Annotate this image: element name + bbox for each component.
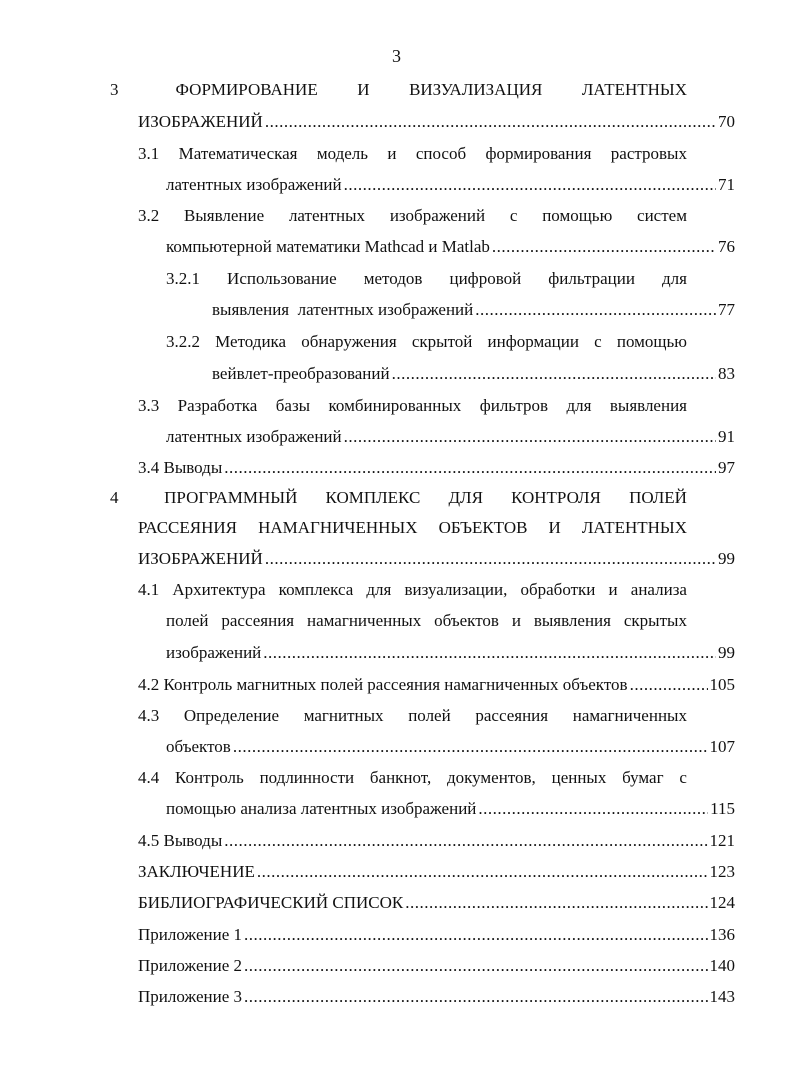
toc-section-4-1-line3[interactable]: изображений ..... 99 (166, 643, 735, 667)
toc-section-4-3-line1: 4.3 Определение магнитных полей рассеяния намагниченных (138, 706, 687, 725)
toc-page-number: 136 (709, 925, 735, 944)
toc-section-3-1-line1: 3.1 Математическая модель и способ формирования растровых (138, 144, 687, 163)
toc-page-number: 99 (718, 643, 735, 662)
toc-page-number: 97 (718, 458, 735, 477)
toc-chapter-3-line1: 3 ФОРМИРОВАНИЕ И ВИЗУАЛИЗАЦИЯ ЛАТЕНТНЫХ (110, 80, 687, 99)
dot-leader (392, 364, 716, 384)
toc-chapter-4-line2: РАССЕЯНИЯ НАМАГНИЧЕННЫХ ОБЪЕКТОВ И ЛАТЕНТНЫХ (138, 518, 687, 537)
dot-leader (344, 427, 716, 447)
dot-leader (475, 300, 716, 320)
page-number: 3 (392, 46, 401, 66)
toc-page-number: 105 (709, 675, 735, 694)
toc-chapter-4-line3[interactable]: ИЗОБРАЖЕНИЙ ..... 99 (138, 549, 735, 573)
toc-page-number: 91 (718, 427, 735, 446)
toc-appendix-3[interactable]: Приложение 3 ..... 143 (138, 987, 735, 1011)
toc-page-number: 71 (718, 175, 735, 194)
dot-leader (263, 643, 716, 663)
toc-section-3-1-line2[interactable]: латентных изображений ..... 71 (166, 175, 735, 199)
toc-section-3-2-line1: 3.2 Выявление латентных изображений с помощью систем (138, 206, 687, 225)
toc-section-4-2[interactable]: 4.2 Контроль магнитных полей рассеяния намагниченных объектов ..... 105 (138, 675, 735, 699)
toc-section-3-3-line1: 3.3 Разработка базы комбинированных фильтров для выявления (138, 396, 687, 415)
toc-section-3-2-2-line1: 3.2.2 Методика обнаружения скрытой информации с помощью (166, 332, 687, 351)
toc-section-4-5[interactable]: 4.5 Выводы ..... 121 (138, 831, 735, 855)
toc-page-number: 115 (710, 799, 735, 818)
dot-leader (344, 175, 716, 195)
dot-leader (265, 112, 716, 132)
toc-section-4-4-line1: 4.4 Контроль подлинности банкнот, документов, ценных бумаг с (138, 768, 687, 787)
toc-conclusion[interactable]: ЗАКЛЮЧЕНИЕ ..... 123 (138, 862, 735, 886)
dot-leader (224, 458, 716, 478)
toc-appendix-1[interactable]: Приложение 1 ..... 136 (138, 925, 735, 949)
dot-leader (492, 237, 716, 257)
toc-section-4-4-line2[interactable]: помощью анализа латентных изображений ..... 115 (166, 799, 735, 823)
toc-section-3-3-line2[interactable]: латентных изображений ..... 91 (166, 427, 735, 451)
dot-leader (244, 987, 708, 1007)
dot-leader (265, 549, 716, 569)
dot-leader (233, 737, 708, 757)
dot-leader (630, 675, 708, 695)
toc-chapter-4-line1: 4 ПРОГРАММНЫЙ КОМПЛЕКС ДЛЯ КОНТРОЛЯ ПОЛЕЙ (110, 488, 687, 507)
toc-page-number: 124 (709, 893, 735, 912)
toc-section-4-1-line2: полей рассеяния намагниченных объектов и выявления скрытых (166, 611, 687, 630)
toc-section-4-1-line1: 4.1 Архитектура комплекса для визуализации, обработки и анализа (138, 580, 687, 599)
toc-page-number: 123 (709, 862, 735, 881)
dot-leader (224, 831, 707, 851)
toc-section-3-2-1-line2[interactable]: выявления латентных изображений ..... 77 (212, 300, 735, 324)
toc-page-number: 77 (718, 300, 735, 319)
dot-leader (478, 799, 708, 819)
dot-leader (257, 862, 708, 882)
toc-page-number: 99 (718, 549, 735, 568)
toc-bibliography[interactable]: БИБЛИОГРАФИЧЕСКИЙ СПИСОК ..... 124 (138, 893, 735, 917)
toc-section-3-2-line2[interactable]: компьютерной математики Mathcad и Matlab ..... 76 (166, 237, 735, 261)
toc-section-4-3-line2[interactable]: объектов ..... 107 (166, 737, 735, 761)
toc-section-3-4[interactable]: 3.4 Выводы ..... 97 (138, 458, 735, 482)
toc-page-number: 107 (709, 737, 735, 756)
toc-section-3-2-1-line1: 3.2.1 Использование методов цифровой фильтрации для (166, 269, 687, 288)
toc-appendix-2[interactable]: Приложение 2 ..... 140 (138, 956, 735, 980)
toc-page-number: 83 (718, 364, 735, 383)
toc-page-number: 76 (718, 237, 735, 256)
dot-leader (405, 893, 707, 913)
dot-leader (244, 925, 708, 945)
toc-page-number: 140 (709, 956, 735, 975)
toc-page-number: 143 (709, 987, 735, 1006)
toc-page-number: 70 (718, 112, 735, 131)
toc-page-number: 121 (709, 831, 735, 850)
toc-chapter-3-line2[interactable]: ИЗОБРАЖЕНИЙ ..... 70 (138, 112, 735, 136)
dot-leader (244, 956, 708, 976)
toc-section-3-2-2-line2[interactable]: вейвлет-преобразований ..... 83 (212, 364, 735, 388)
toc-chapter-number: 3 (110, 80, 119, 99)
